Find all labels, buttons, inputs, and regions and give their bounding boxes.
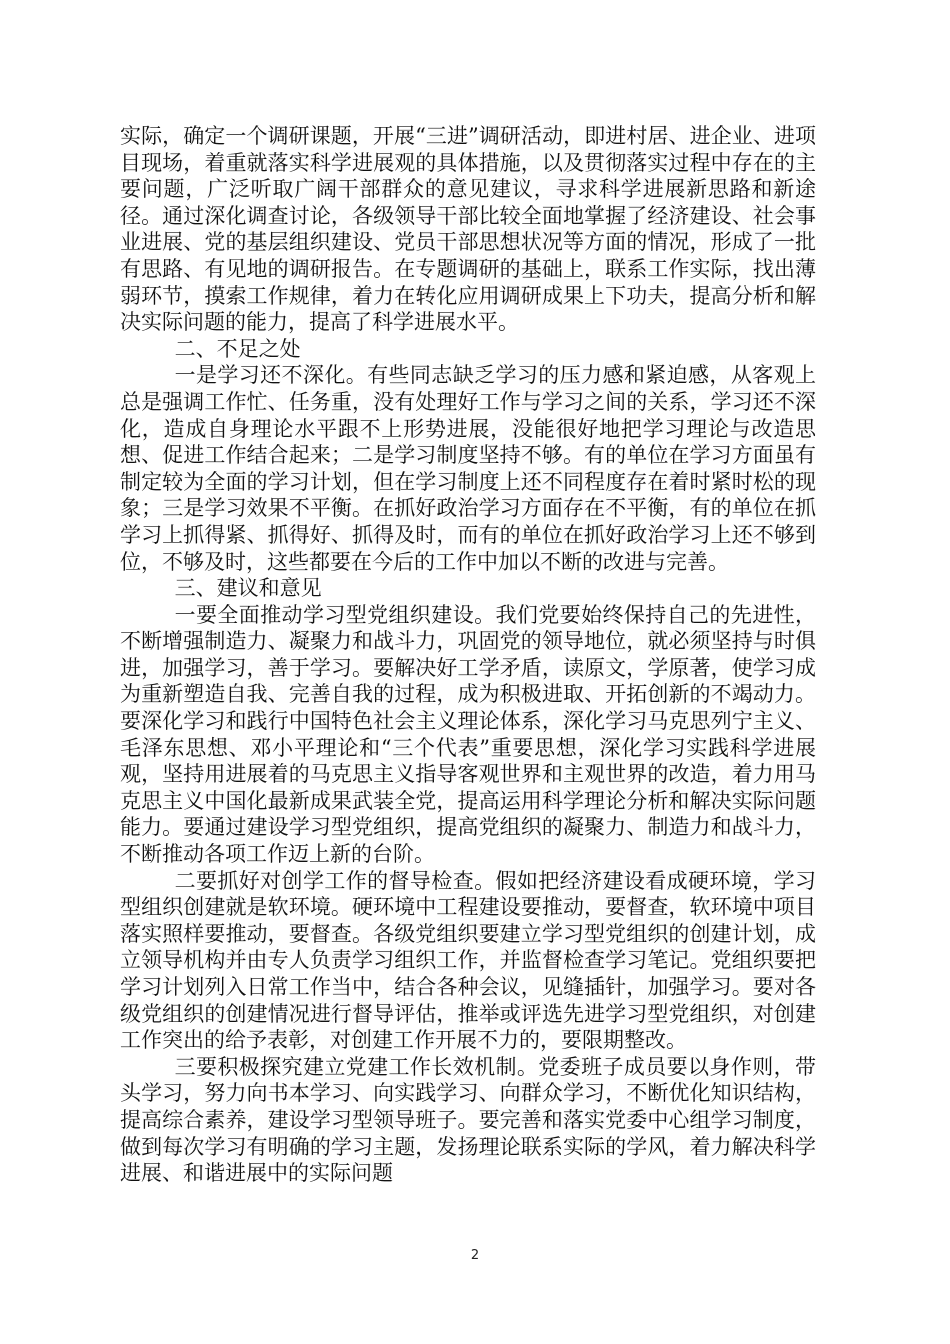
document-body	[120, 123, 816, 1187]
section-heading-shortcomings: 二、不足之处	[174, 336, 301, 361]
paragraph-suggestion-one: 一要全面推动学习型党组织建设。我们党要始终保持自己的先进性，不断增强制造力、凝聚力和战斗力，巩固党的领导地位，就必须坚持与时俱进，加强学习，善于学习。要解决好工学矛盾，读原文，学原著，使学习成为重新塑造自我、完善自我的过程，成为积极进取、开拓创新的不竭动力。要深化学习和践行中国特色社会主义理论体系，深化学习马克思列宁主义、毛泽东思想、邓小平理论和“三个代表”重要思想，深化学习实践科学进展观，坚持用进展着的马克思主义指导客观世界和主观世界的改造，着力用马克思主义中国化最新成果武装全党，提高运用科学理论分析和解决实际问题能力。要通过建设学习型党组织，提高党组织的凝聚力、制造力和战斗力，不断推动各项工作迈上新的台阶。	[120, 602, 816, 867]
paragraph-research-practice: 实际，确定一个调研课题，开展“三进”调研活动，即进村居、进企业、进项目现场，着重就落实科学进展观的具体措施，以及贯彻落实过程中存在的主要问题，广泛听取广阔干部群众的意见建议，寻求科学进展新思路和新途径。通过深化调查讨论，各级领导干部比较全面地掌握了经济建设、社会事业进展、党的基层组织建设、党员干部思想状况等方面的情况，形成了一批有思路、有见地的调研报告。在专题调研的基础上，联系工作实际，找出薄弱环节，摸索工作规律，着力在转化应用调研成果上下功夫，提高分析和解决实际问题的能力，提高了科学进展水平。	[120, 124, 816, 335]
paragraph-suggestion-two: 二要抓好对创学工作的督导检查。假如把经济建设看成硬环境，学习型组织创建就是软环境。硬环境中工程建设要推动，要督查，软环境中项目落实照样要推动，要督查。各级党组织要建立学习型党组织的创建计划，成立领导机构并由专人负责学习组织工作，并监督检查学习笔记。党组织要把学习计划列入日常工作当中，结合各种会议，见缝插针，加强学习。要对各级党组织的创建情况进行督导评估，推举或评选先进学习型党组织，对创建工作突出的给予表彰，对创建工作开展不力的，要限期整改。	[120, 868, 816, 1053]
page-number: 2	[470, 1248, 480, 1263]
paragraph-shortcomings: 一是学习还不深化。有些同志缺乏学习的压力感和紧迫感，从客观上总是强调工作忙、任务重，没有处理好工作与学习之间的关系，学习还不深化，造成自身理论水平跟不上形势进展，没能很好地把学习理论与改造思想、促进工作结合起来；二是学习制度坚持不够。有的单位在学习方面虽有制定较为全面的学习计划，但在学习制度上还不同程度存在着时紧时松的现象；三是学习效果不平衡。在抓好政治学习方面存在不平衡，有的单位在抓学习上抓得紧、抓得好、抓得及时，而有的单位在抓好政治学习上还不够到位，不够及时，这些都要在今后的工作中加以不断的改进与完善。	[120, 363, 816, 574]
paragraph-suggestion-three: 三要积极探究建立党建工作长效机制。党委班子成员要以身作则，带头学习，努力向书本学习、向实践学习、向群众学习，不断优化知识结构，提高综合素养，建设学习型领导班子。要完善和落实党委中心组学习制度，做到每次学习有明确的学习主题，发扬理论联系实际的学风，着力解决科学进展、和谐进展中的实际问题	[120, 1054, 816, 1186]
section-heading-suggestions: 三、建议和意见	[174, 576, 322, 601]
